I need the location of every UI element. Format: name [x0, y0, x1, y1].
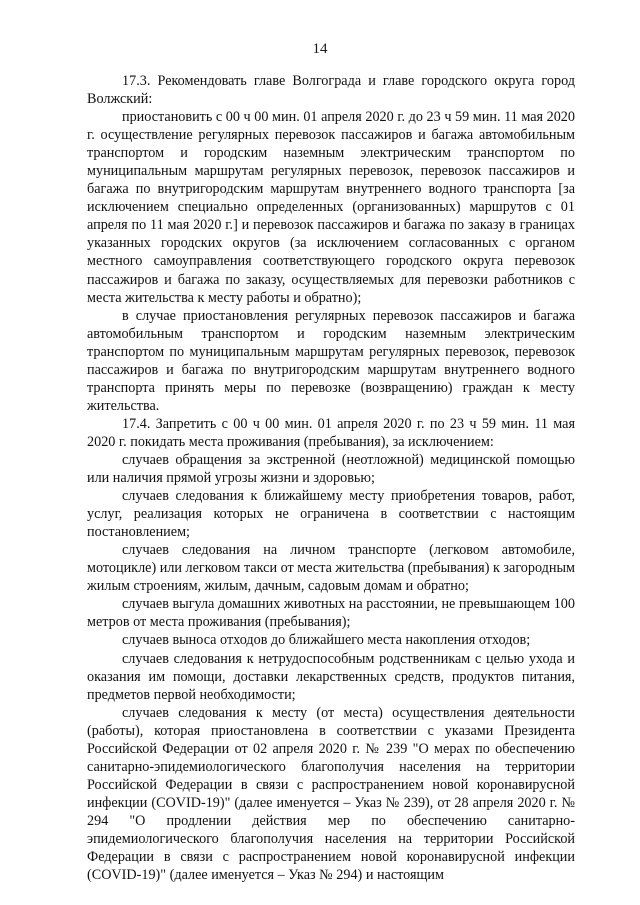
- paragraph-personal-transport: случаев следования на личном транспорте (легковом автомобиле, мотоцикле) или легковом такси от места жительства (пребывания) к загородным жилым строениям, жилым, дачным, садовым домам и обратно;: [87, 542, 575, 595]
- paragraph-medical-help: случаев обращения за экстренной (неотложной) медицинской помощью или наличия прямой угрозы жизни и здоровью;: [87, 451, 575, 487]
- paragraph-17-4-prohibit: 17.4. Запретить с 00 ч 00 мин. 01 апреля 2020 г. по 23 ч 59 мин. 11 мая 2020 г. покидать места проживания (пребывания), за исключением:: [87, 415, 575, 450]
- paragraph-suspend-transport: приостановить с 00 ч 00 мин. 01 апреля 2020 г. до 23 ч 59 мин. 11 мая 2020 г. осуществление регулярных перевозок пассажиров и багажа автомобильным транспортом и городским наземным электрическим транспортом по муниципальным маршрутам регулярных перевозок, перевозок пассажиров и багажа по внутригородским маршрутам внутреннего водного транспорта [за исключением специально определенных (организованных) маршрутов с 01 апреля по 11 мая 2020 г.] и перевозок пассажиров и багажа по заказу в границах указанных городских округов (за исключением согласованных с органом местного самоуправления соответствующего городского округа перевозок пассажиров и багажа по заказу, осуществляемых для перевозки работников с места жительства к месту работы и обратно);: [87, 109, 575, 306]
- paragraph-waste-disposal: случаев выноса отходов до ближайшего места накопления отходов;: [122, 632, 531, 649]
- paragraph-walking-pets: случаев выгула домашних животных на расстоянии, не превышающем 100 метров от места проживания (пребывания);: [87, 596, 575, 631]
- paragraph-nearest-store: случаев следования к ближайшему месту приобретения товаров, работ, услуг, реализация которых не ограничена в соответствии с настоящим постановлением;: [87, 488, 575, 541]
- paragraph-return-citizens: в случае приостановления регулярных перевозок пассажиров и багажа автомобильным транспортом и городским наземным электрическим транспортом по муниципальным маршрутам регулярных перевозок, перевозок пассажиров и багажа по внутригородским маршрутам внутреннего водного транспорта принять меры по перевозке (возвращению) граждан к месту жительства.: [87, 307, 575, 414]
- paragraph-relatives-care: случаев следования к нетрудоспособным родственникам с целью ухода и оказания им помощи, доставки лекарственных средств, продуктов питания, предметов первой необходимости;: [87, 650, 575, 703]
- document-body: [87, 72, 575, 884]
- paragraph-work-travel: случаев следования к месту (от места) осуществления деятельности (работы), которая приостановлена в соответствии с указами Президента Российской Федерации от 02 апреля 2020 г. № 239 "О мерах по обеспечению санитарно-эпидемиологического благополучия населения на территории Российской Федерации в связи с распространением новой коронавирусной инфекции (COVID-19)" (далее именуется – Указ № 239), от 28 апреля 2020 г. № 294 "О продлении действия мер по обеспечению санитарно-эпидемиологического благополучия населения на территории Российской Федерации в связи с распространением новой коронавирусной инфекции (COVID-19)" (далее именуется – Указ № 294) и настоящим: [87, 704, 575, 884]
- page-number: 14: [312, 41, 328, 57]
- paragraph-17-3-heading: 17.3. Рекомендовать главе Волгограда и главе городского округа город Волжский:: [87, 73, 575, 108]
